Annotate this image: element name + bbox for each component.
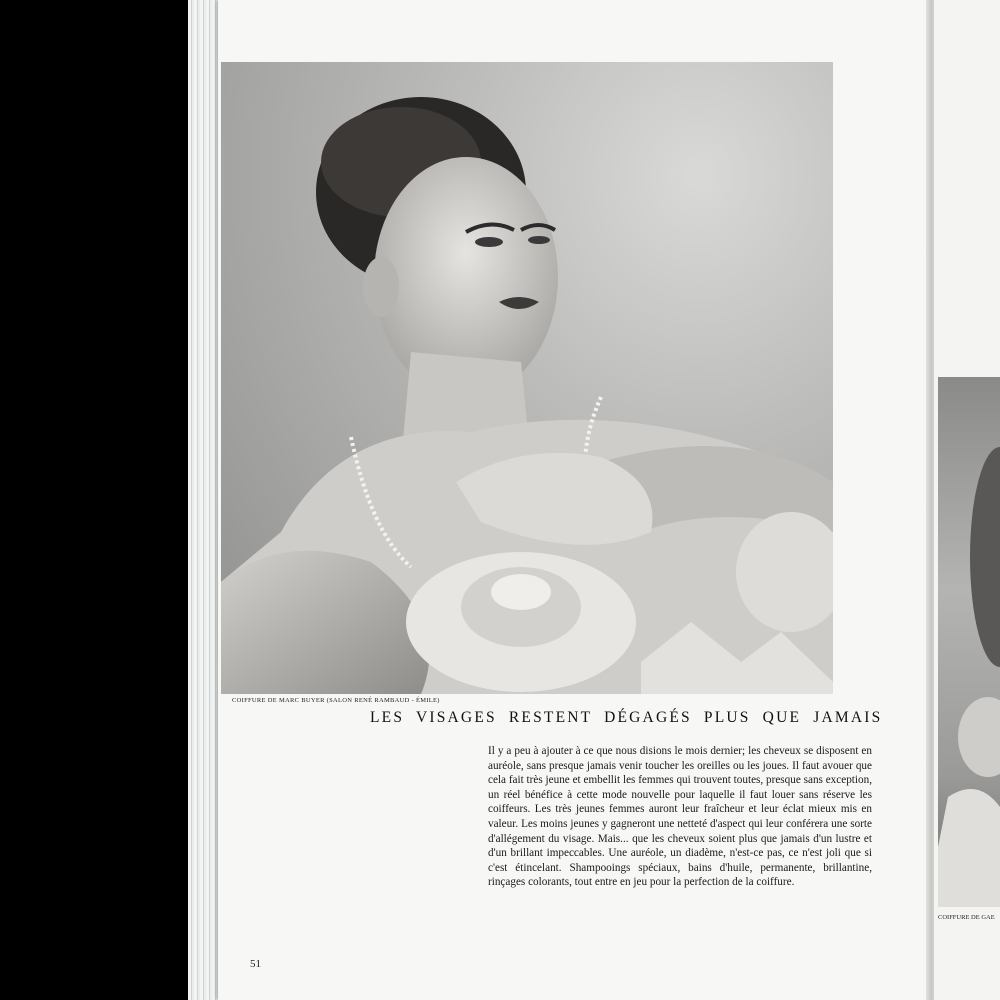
- page-number: 51: [250, 958, 261, 970]
- article-body: Il y a peu à ajouter à ce que nous disions le mois dernier; les cheveux se disposent en auréole, sans presque jamais venir toucher les oreilles ou les joues. Il faut avouer que cela fait très jeune et embellit les femmes qui trouvent toutes, presque sans exception, un réel bénéfice à cette mode nouvelle pour laquelle il faut louer sans réserve les coiffeurs. Les très jeunes femmes auront leur fraîcheur et leur éclat mieux mis en valeur. Les moins jeunes y gagneront une netteté d'aspect qui leur conférera une sorte d'allégement du visage. Mais... que les cheveux soient plus que jamais d'un lustre et d'un brillant impeccables. Une auréole, un diadème, n'est-ce pas, ce n'est joli que si c'est étincelant. Shampooings spéciaux, bains d'huile, permanente, brillantine, rinçages colorants, tout entre en jeu pour la perfection de la coiffure.: [488, 745, 872, 889]
- article-headline: LES VISAGES RESTENT DÉGAGÉS PLUS QUE JAMAIS: [370, 709, 883, 726]
- magazine-page: [218, 0, 930, 1000]
- portrait-photo: [221, 62, 833, 694]
- facing-photo-illustration: [938, 377, 1000, 907]
- portrait-illustration: [221, 62, 833, 694]
- facing-page-photo: [938, 377, 1000, 907]
- photo-caption: COIFFURE DE MARC BUYER (SALON RENÉ RAMBAUD - ÉMILE): [232, 697, 440, 704]
- facing-photo-caption: COIFFURE DE GAE: [938, 914, 995, 921]
